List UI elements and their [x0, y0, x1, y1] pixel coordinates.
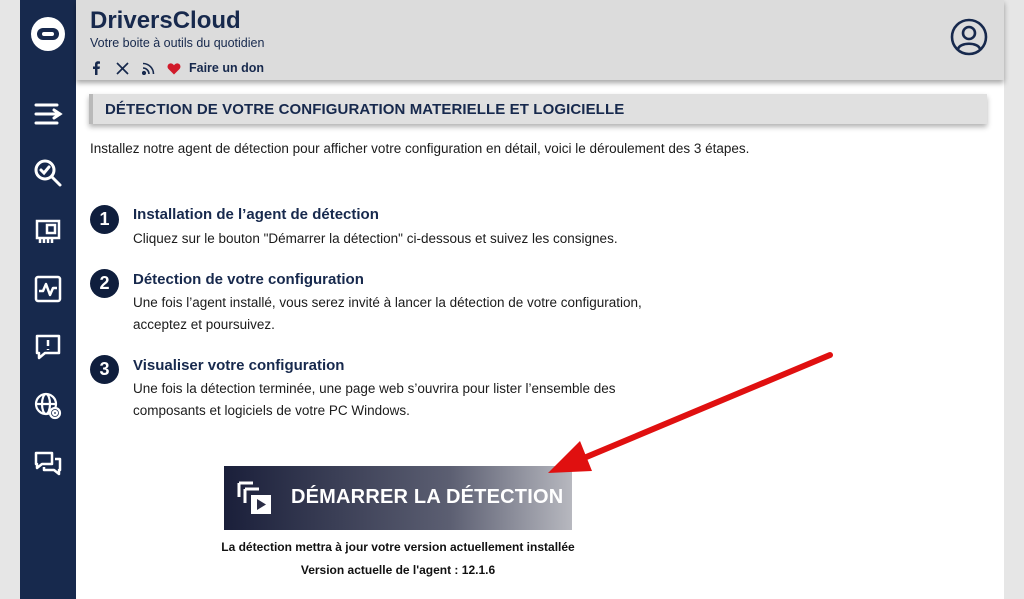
site-subtitle: Votre boite à outils du quotidien: [90, 36, 265, 50]
step-1-number: 1: [90, 205, 119, 234]
social-links: [88, 59, 264, 77]
globe-gear-icon[interactable]: [32, 390, 64, 422]
heart-icon[interactable]: [166, 60, 182, 76]
hardware-card-icon[interactable]: [32, 215, 64, 247]
step-3-title: Visualiser votre configuration: [133, 357, 345, 374]
step-2-text: Une fois l’agent installé, vous serez invité à lancer la détection de votre configuration, acceptez et poursuivez.: [133, 295, 642, 332]
step-2-title: Détection de votre configuration: [133, 271, 364, 288]
chat-icon[interactable]: [32, 448, 64, 480]
red-annotation-arrow-icon: [540, 345, 840, 485]
step-3-text: Une fois la détection terminée, une page web s’ouvrira pour lister l’ensemble des composants et logiciels de votre PC Windows.: [133, 381, 616, 418]
detection-update-note: La détection mettra à jour votre version actuellement installée: [221, 540, 575, 554]
media-play-icon: [236, 480, 276, 516]
agent-version-note: Version actuelle de l'agent : 12.1.6: [300, 563, 496, 577]
step-3-number: 3: [90, 355, 119, 384]
menu-arrow-icon[interactable]: [32, 98, 64, 130]
alert-message-icon[interactable]: [32, 331, 64, 363]
search-check-icon[interactable]: [32, 157, 64, 189]
rss-icon[interactable]: [140, 60, 156, 76]
intro-text: Installez notre agent de détection pour afficher votre configuration en détail, voici le déroulement des 3 étapes.: [90, 141, 750, 156]
start-detection-button[interactable]: [224, 466, 572, 530]
header: [76, 0, 1004, 80]
section-header: [89, 94, 987, 124]
user-account-icon[interactable]: [950, 18, 988, 56]
step-2-number: 2: [90, 269, 119, 298]
step-1-title: Installation de l’agent de détection: [133, 206, 379, 223]
donate-link[interactable]: Faire un don: [189, 61, 264, 75]
start-detection-label: DÉMARRER LA DÉTECTION: [291, 486, 564, 508]
sidebar: [20, 0, 76, 599]
site-title[interactable]: DriversCloud: [90, 7, 241, 34]
activity-chart-icon[interactable]: [32, 273, 64, 305]
x-icon[interactable]: [114, 60, 130, 76]
step-1-text: Cliquez sur le bouton "Démarrer la détection" ci-dessous et suivez les consignes.: [133, 231, 618, 246]
facebook-icon[interactable]: [88, 60, 104, 76]
driverscloud-logo-icon[interactable]: [30, 16, 66, 52]
section-title: DÉTECTION DE VOTRE CONFIGURATION MATERIELLE ET LOGICIELLE: [105, 100, 625, 118]
